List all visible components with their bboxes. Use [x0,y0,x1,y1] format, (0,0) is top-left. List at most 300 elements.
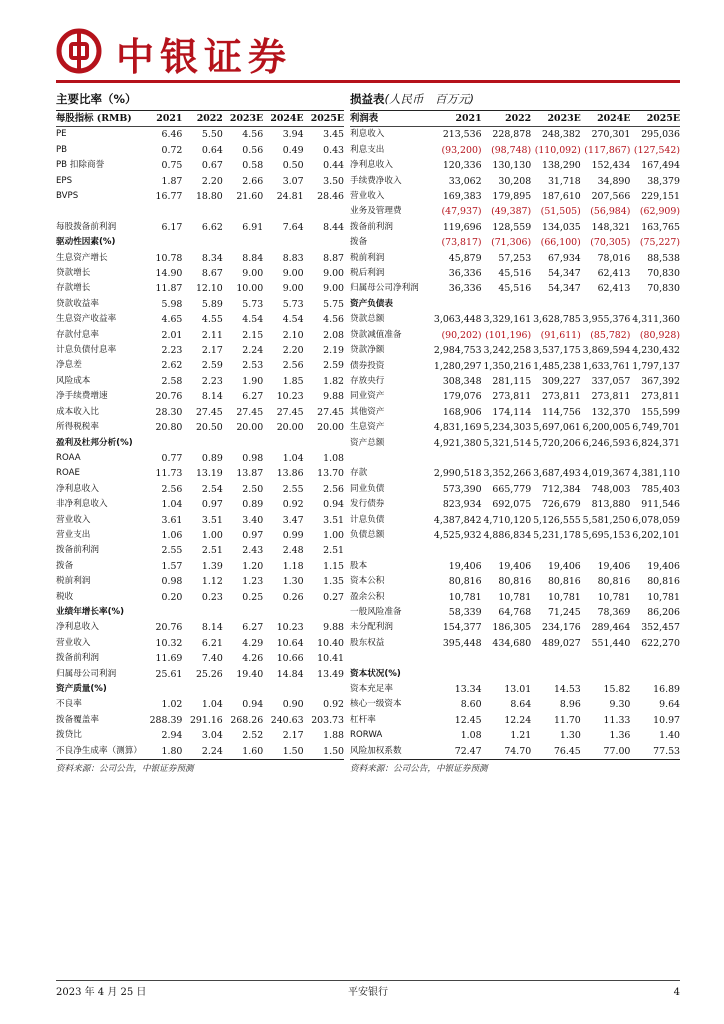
value-cell: 11.87 [155,283,183,295]
value-cell: 281,115 [492,375,532,387]
table-row [56,543,344,558]
row-label: 生息资产增长 [56,252,108,263]
value-cell: 11.70 [553,714,581,726]
value-cell: 0.92 [282,499,304,511]
year-header: 2023E [223,111,263,127]
value-cell [182,682,222,697]
table-row [350,636,680,651]
value-cell: 5.50 [201,129,223,141]
value-cell: 1.35 [323,576,344,588]
value-cell: 2.56 [282,360,304,372]
value-cell: 1.20 [242,560,264,572]
value-cell: 152,434 [591,160,631,172]
value-cell: 0.25 [242,591,264,603]
value-cell: 213,536 [442,129,482,141]
value-cell [223,682,263,697]
value-cell: 248,382 [542,129,581,141]
row-label: 税后利润 [350,268,385,279]
value-cell: 3.04 [201,730,223,742]
value-cell: 4.26 [242,653,264,665]
value-cell: 6.21 [201,637,223,649]
row-label: 同业负债 [350,483,385,494]
row-label: 所得税税率 [56,422,99,433]
row-label: PE [56,129,67,140]
value-cell: 1.21 [510,730,532,742]
table-row [350,682,680,697]
value-cell: (110,092) [534,144,581,156]
value-cell [482,667,532,682]
row-label: ROAE [56,468,80,479]
value-cell: 2.56 [323,483,344,495]
table-row [56,436,344,451]
value-cell: (49,387) [491,206,532,218]
value-cell: 4,387,842 [433,514,482,526]
row-label: 利息支出 [350,144,385,155]
value-cell [531,543,581,558]
value-cell: 3,537,175 [533,345,581,357]
value-cell: 2.19 [323,345,344,357]
value-cell: 1.60 [242,745,264,757]
value-cell: 1.57 [161,560,183,572]
table-row [56,636,344,651]
value-cell: 5,321,514 [483,437,532,449]
value-cell: 2.58 [161,375,183,387]
value-cell [182,436,222,451]
value-cell: 132,370 [591,406,631,418]
value-cell: 179,076 [442,391,482,403]
value-cell: 8.87 [323,252,344,264]
value-cell: 10.64 [276,637,304,649]
row-label: 其他资产 [350,406,385,417]
value-cell: 186,305 [492,622,532,634]
table-row [56,143,344,158]
value-cell: 76.45 [553,745,581,757]
value-cell: 130,130 [492,160,532,172]
value-cell: 1.04 [161,499,183,511]
value-cell [581,651,631,666]
value-cell [531,297,581,312]
value-cell: 2.50 [242,483,264,495]
value-cell: 1.36 [609,730,631,742]
value-cell: 45,879 [448,252,482,264]
value-cell: 1.85 [282,375,304,387]
income-statement-table [350,111,680,759]
value-cell [263,605,303,620]
value-cell [482,651,532,666]
value-cell: 11.33 [603,714,631,726]
value-cell: (47,937) [441,206,482,218]
value-cell: 25.61 [155,668,183,680]
table-row [56,744,344,759]
value-cell: 11.69 [155,653,183,665]
value-cell: 62,413 [597,283,631,295]
value-cell: 0.94 [323,499,344,511]
value-cell: 6,749,701 [632,422,680,434]
table-row [350,389,680,404]
value-cell: 5,234,303 [483,422,532,434]
table-row [350,651,680,666]
value-cell: 2.23 [161,345,183,357]
value-cell: 28.30 [155,406,183,418]
value-cell: 288.39 [149,714,183,726]
value-cell: (70,305) [590,237,631,249]
row-label: 拨备前利润 [56,653,99,664]
income-title-text: 损益表 [350,92,385,106]
key-ratios-panel [56,88,344,774]
value-cell [630,667,680,682]
value-cell: 2.48 [282,545,304,557]
value-cell: 367,392 [641,375,680,387]
table-row [56,189,344,204]
value-cell: 229,151 [641,191,680,203]
value-cell: 0.44 [323,160,344,172]
value-cell: 128,559 [492,221,532,233]
value-cell: 1,350,216 [483,360,532,372]
value-cell: 21.60 [236,191,264,203]
table-row [56,620,344,635]
value-cell: 8.84 [242,252,264,264]
value-cell: 0.67 [201,160,223,172]
value-cell: (71,306) [491,237,532,249]
section-heading: 资产负债表 [350,298,393,309]
value-cell: 0.26 [282,591,304,603]
row-label: 税前利润 [350,252,385,263]
value-cell: 1.04 [201,699,223,711]
section-heading: 业绩年增长率(%) [56,606,125,617]
value-cell: 10,781 [547,591,581,603]
value-cell: 2.94 [161,730,183,742]
company-name: 平安银行 [348,987,388,998]
value-cell: 785,403 [641,483,680,495]
value-cell: 5.73 [282,298,304,310]
table-row [56,266,344,281]
value-cell: 11.73 [155,468,183,480]
table-row [350,405,680,420]
value-cell [304,204,344,219]
value-cell: 134,035 [542,221,581,233]
row-label: 计息负债付息率 [56,345,117,356]
value-cell: 9.88 [323,622,344,634]
value-cell: 3.51 [201,514,223,526]
row-label: 税前利润 [56,576,91,587]
value-cell: 72.47 [454,745,482,757]
value-cell: 6.46 [161,129,183,141]
table-row [350,451,680,466]
value-cell: 58,339 [448,606,482,618]
value-cell [432,667,482,682]
value-cell: 62,413 [597,268,631,280]
row-label: 非净利息收入 [56,499,108,510]
value-cell: 2.24 [201,745,223,757]
value-cell: 6,824,371 [632,437,680,449]
value-cell: 70,830 [647,268,680,280]
table-row [56,389,344,404]
value-cell [182,235,222,250]
value-cell: 13.49 [317,668,344,680]
value-cell: 1.50 [323,745,344,757]
value-cell [581,667,631,682]
row-label: 风险成本 [56,375,91,386]
value-cell: 4,886,834 [483,529,532,541]
value-cell: 273,811 [492,391,532,403]
value-cell: 3,687,493 [533,468,581,480]
value-cell: 3,869,594 [582,345,631,357]
value-cell: 3.45 [323,129,344,141]
value-cell: 2,984,753 [433,345,482,357]
row-label: 贷款减值准备 [350,329,402,340]
value-cell: (93,200) [441,144,482,156]
row-label: 净利息收入 [56,483,99,494]
value-cell: 163,765 [641,221,680,233]
value-cell: 20.76 [155,622,183,634]
value-cell: 20.00 [276,422,304,434]
value-cell: 0.20 [161,591,183,603]
row-label: PB [56,144,68,155]
value-cell: 434,680 [492,637,532,649]
table-row [350,204,680,219]
value-cell: 268.26 [230,714,264,726]
value-cell: 2.59 [201,360,223,372]
value-cell: 3,955,376 [582,314,631,326]
value-cell: 1.15 [323,560,344,572]
row-label: 归属母公司利润 [56,668,117,679]
value-cell: 289,464 [591,622,631,634]
value-cell: 4.56 [242,129,264,141]
value-cell: 5.98 [161,298,183,310]
value-cell: 5,581,250 [582,514,631,526]
table-row [350,466,680,481]
section-heading: 资本状况(%) [350,668,401,679]
value-cell: 5,695,153 [582,529,631,541]
value-cell [531,451,581,466]
value-cell: 67,934 [547,252,581,264]
value-cell: 27.45 [317,406,344,418]
row-label: 手续费净收入 [350,175,402,186]
value-cell: 80,816 [597,576,631,588]
header-label: 利润表 [350,111,432,127]
value-cell [432,297,482,312]
value-cell: 8.44 [323,221,344,233]
row-label: ROAA [56,452,81,463]
value-cell: 3,352,266 [483,468,532,480]
value-cell [263,436,303,451]
value-cell: 726,679 [542,499,581,511]
section-heading: 资产质量(%) [56,684,107,695]
value-cell: 1.08 [460,730,482,742]
value-cell: 1.87 [161,175,183,187]
table-row [350,251,680,266]
value-cell: 6.27 [242,391,264,403]
value-cell [531,651,581,666]
row-label: 每股拨备前利润 [56,221,117,232]
table-row [56,466,344,481]
value-cell: 13.70 [317,468,344,480]
value-cell: 207,566 [591,191,631,203]
value-cell: 4.54 [242,314,264,326]
value-cell: 64,768 [498,606,532,618]
value-cell: 4,230,432 [632,345,680,357]
value-cell: 8.67 [201,268,223,280]
row-label: 税收 [56,591,74,602]
value-cell: 3.50 [323,175,344,187]
value-cell: 74.70 [504,745,532,757]
value-cell: 20.80 [155,422,183,434]
value-cell: 665,779 [492,483,532,495]
value-cell [223,235,263,250]
value-cell: 36,336 [448,283,482,295]
value-cell: 1.06 [161,529,183,541]
value-cell: 273,811 [641,391,680,403]
value-cell: (56,984) [590,206,631,218]
value-cell: (117,867) [584,144,631,156]
value-cell: 169,383 [442,191,482,203]
value-cell: 77.00 [603,745,631,757]
row-label: 拨备前利润 [350,221,393,232]
row-label: 盈余公积 [350,591,385,602]
value-cell: 2.66 [242,175,264,187]
row-label: 存款付息率 [56,329,99,340]
value-cell: 2.24 [242,345,264,357]
value-cell: 114,756 [542,406,581,418]
table-row [350,543,680,558]
row-label [350,543,432,558]
header-divider [56,80,680,83]
value-cell: 573,390 [442,483,482,495]
value-cell: 0.89 [201,452,223,464]
value-cell: 8.60 [460,699,482,711]
value-cell: 0.89 [242,499,264,511]
table-row [350,189,680,204]
value-cell: 4,831,169 [433,422,482,434]
table-row [350,482,680,497]
value-cell: 4,710,120 [483,514,532,526]
value-cell: 5.73 [242,298,264,310]
value-cell: 6.17 [161,221,183,233]
value-cell: 2.17 [201,345,223,357]
value-cell: 4,525,932 [433,529,482,541]
value-cell: 0.98 [242,452,264,464]
value-cell [630,543,680,558]
value-cell: 80,816 [498,576,532,588]
table-row [350,220,680,235]
table-row [56,204,344,219]
row-label: 净手续费增速 [56,391,108,402]
value-cell: 2.10 [282,329,304,341]
value-cell: 5.75 [323,298,344,310]
value-cell: 0.56 [242,144,264,156]
value-cell: 10,781 [647,591,680,603]
year-header: 2025E [630,111,680,127]
value-cell: 20.76 [155,391,183,403]
table-row [350,127,680,143]
value-cell: 9.88 [323,391,344,403]
value-cell: 168,906 [442,406,482,418]
value-cell: 10.23 [276,391,304,403]
row-label: 同业资产 [350,391,385,402]
value-cell: 9.00 [282,268,304,280]
value-cell: 8.14 [201,622,223,634]
value-cell: 0.77 [161,452,183,464]
value-cell: 273,811 [591,391,631,403]
table-row [56,343,344,358]
row-label: 计息负债 [350,514,385,525]
value-cell: 10.97 [653,714,680,726]
value-cell: 120,336 [442,160,482,172]
row-label: 拨备覆盖率 [56,714,99,725]
year-header: 2025E [304,111,344,127]
row-label: 债券投资 [350,360,385,371]
value-cell: 1,633,761 [582,360,631,372]
value-cell: 1.40 [659,730,680,742]
table-row [350,297,680,312]
page-footer [56,980,680,1001]
table-row [350,281,680,296]
table-row [56,682,344,697]
value-cell: 57,253 [498,252,532,264]
value-cell: (75,227) [639,237,680,249]
value-cell: 622,270 [641,637,680,649]
value-cell: 45,516 [498,268,532,280]
value-cell: 8.34 [201,252,223,264]
row-label: 发行债券 [350,499,385,510]
year-header: 2021 [142,111,182,127]
table-row [350,697,680,712]
value-cell: 19,406 [448,560,482,572]
value-cell: (127,542) [633,144,680,156]
value-cell: 34,890 [597,175,631,187]
income-title-unit: (人民币 百万元) [384,92,474,106]
value-cell: 5,231,178 [533,529,581,541]
row-label: 营业收入 [56,514,91,525]
value-cell: 13.34 [454,683,482,695]
value-cell: 31,718 [547,175,581,187]
value-cell: 1.50 [282,745,304,757]
row-label: 未分配利润 [350,622,393,633]
value-cell [304,235,344,250]
value-cell: (51,505) [540,206,581,218]
value-cell: 80,816 [448,576,482,588]
value-cell: 1.30 [559,730,581,742]
table-row [350,174,680,189]
value-cell: 352,457 [641,622,680,634]
value-cell: (91,611) [540,329,581,341]
table-row [350,312,680,327]
value-cell: 0.94 [242,699,264,711]
value-cell: 24.81 [276,191,304,203]
value-cell: 0.49 [282,144,304,156]
value-cell: 2,990,518 [433,468,482,480]
value-cell: 337,057 [591,375,631,387]
table-row [350,420,680,435]
value-cell: 148,321 [591,221,631,233]
value-cell: 19,406 [647,560,680,572]
table-row [56,127,344,143]
value-cell: 0.27 [323,591,344,603]
value-cell: 1.04 [282,452,304,464]
value-cell: 6.91 [242,221,264,233]
income-statement-title [350,88,680,111]
value-cell: 9.64 [659,699,680,711]
row-label: 营业收入 [56,637,91,648]
value-cell: 2.53 [242,360,264,372]
value-cell: 6,202,101 [632,529,680,541]
value-cell [142,605,182,620]
value-cell [630,451,680,466]
value-cell: 291.16 [189,714,223,726]
value-cell: 1.00 [201,529,223,541]
value-cell: 13.19 [195,468,223,480]
table-row [56,158,344,173]
